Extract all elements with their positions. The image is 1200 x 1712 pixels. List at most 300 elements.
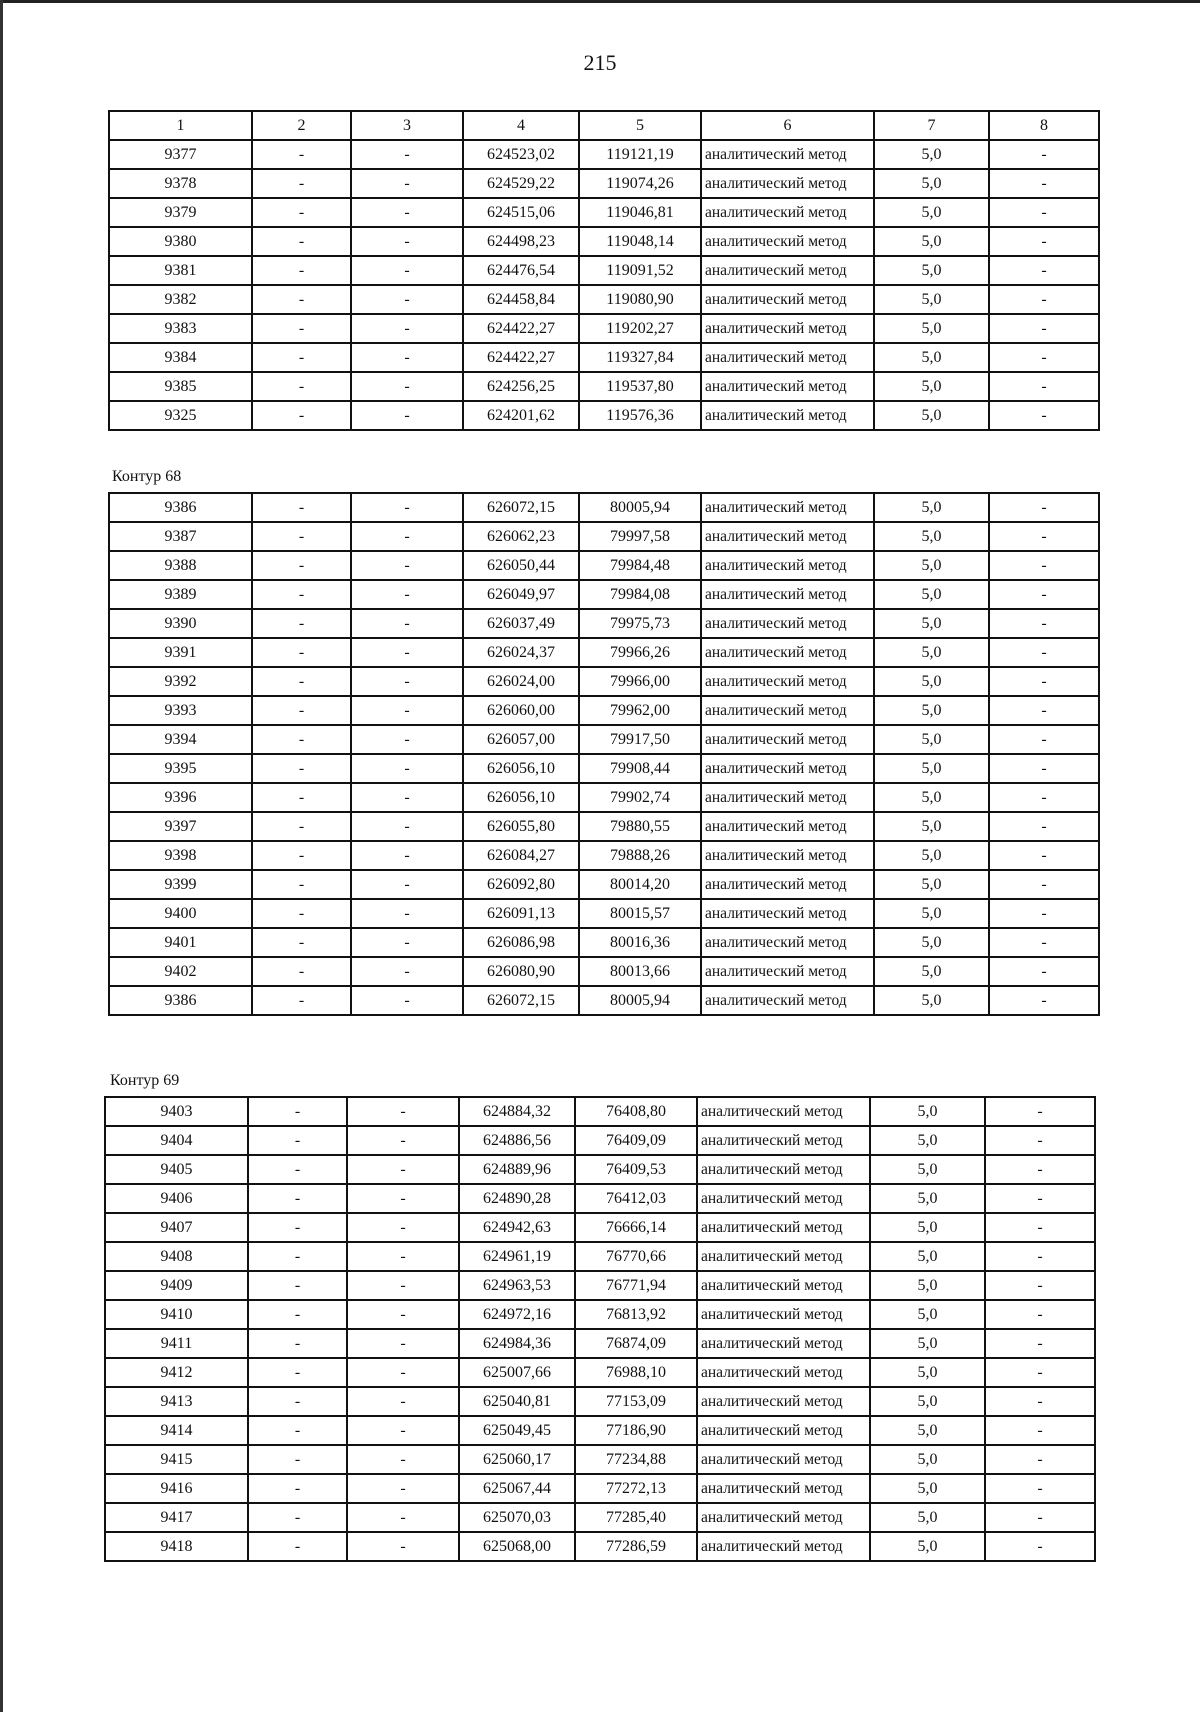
table-cell-col-5: 80015,57 xyxy=(579,899,701,928)
table-cell-col-3: - xyxy=(351,372,463,401)
table-cell-col-2: - xyxy=(248,1300,347,1329)
table-row xyxy=(109,754,1099,783)
table-cell-col-5: 77286,59 xyxy=(575,1532,697,1561)
table-cell-col-1: 9395 xyxy=(109,754,252,783)
table-cell-col-5: 119537,80 xyxy=(579,372,701,401)
table-cell-col-8: - xyxy=(985,1155,1095,1184)
table-cell-col-2: - xyxy=(252,725,351,754)
table-cell-col-8: - xyxy=(989,870,1099,899)
table-cell-col-5: 119576,36 xyxy=(579,401,701,430)
table-cell-col-8: - xyxy=(985,1271,1095,1300)
table-cell-col-2: - xyxy=(252,783,351,812)
header-cell-5: 5 xyxy=(579,111,701,140)
table-cell-col-7: 5,0 xyxy=(874,198,989,227)
table-cell-col-6: аналитический метод xyxy=(701,725,874,754)
table-cell-col-8: - xyxy=(989,696,1099,725)
table-cell-col-7: 5,0 xyxy=(874,783,989,812)
table-cell-col-4: 624422,27 xyxy=(463,314,579,343)
table-cell-col-2: - xyxy=(252,140,351,169)
table-cell-col-8: - xyxy=(989,609,1099,638)
table-cell-col-1: 9407 xyxy=(105,1213,248,1242)
table-cell-col-4: 624984,36 xyxy=(459,1329,575,1358)
header-cell-3: 3 xyxy=(351,111,463,140)
table-cell-col-3: - xyxy=(351,314,463,343)
table-cell-col-3: - xyxy=(347,1445,459,1474)
table-row xyxy=(109,928,1099,957)
table-row xyxy=(105,1271,1095,1300)
table-row xyxy=(109,609,1099,638)
table-cell-col-2: - xyxy=(248,1271,347,1300)
table-cell-col-3: - xyxy=(351,899,463,928)
table-cell-col-8: - xyxy=(985,1474,1095,1503)
table-cell-col-4: 624963,53 xyxy=(459,1271,575,1300)
table-cell-col-2: - xyxy=(248,1503,347,1532)
table-cell-col-2: - xyxy=(252,401,351,430)
table-cell-col-1: 9408 xyxy=(105,1242,248,1271)
table-cell-col-7: 5,0 xyxy=(874,256,989,285)
table-cell-col-3: - xyxy=(351,609,463,638)
table-cell-col-4: 626062,23 xyxy=(463,522,579,551)
section-label-contour-68: Контур 68 xyxy=(112,468,182,485)
table-cell-col-1: 9382 xyxy=(109,285,252,314)
table-cell-col-7: 5,0 xyxy=(870,1416,985,1445)
table-cell-col-5: 79997,58 xyxy=(579,522,701,551)
table-cell-col-7: 5,0 xyxy=(874,227,989,256)
table-cell-col-2: - xyxy=(248,1184,347,1213)
table-cell-col-1: 9385 xyxy=(109,372,252,401)
section-label-contour-69: Контур 69 xyxy=(110,1072,180,1089)
table-cell-col-8: - xyxy=(985,1532,1095,1561)
table-cell-col-1: 9394 xyxy=(109,725,252,754)
table-row xyxy=(105,1474,1095,1503)
table-cell-col-5: 119074,26 xyxy=(579,169,701,198)
table-cell-col-5: 119202,27 xyxy=(579,314,701,343)
table-cell-col-7: 5,0 xyxy=(870,1097,985,1126)
table-body xyxy=(105,1097,1095,1561)
table-cell-col-6: аналитический метод xyxy=(697,1358,870,1387)
table-cell-col-3: - xyxy=(347,1532,459,1561)
table-cell-col-1: 9414 xyxy=(105,1416,248,1445)
table-body xyxy=(109,493,1099,1015)
table-cell-col-6: аналитический метод xyxy=(701,841,874,870)
table-cell-col-5: 77153,09 xyxy=(575,1387,697,1416)
table-cell-col-8: - xyxy=(989,493,1099,522)
table-cell-col-8: - xyxy=(989,256,1099,285)
table-cell-col-6: аналитический метод xyxy=(701,256,874,285)
table-cell-col-3: - xyxy=(351,638,463,667)
table-cell-col-6: аналитический метод xyxy=(701,140,874,169)
table-cell-col-7: 5,0 xyxy=(870,1532,985,1561)
table-cell-col-1: 9391 xyxy=(109,638,252,667)
table-cell-col-1: 9417 xyxy=(105,1503,248,1532)
table-cell-col-6: аналитический метод xyxy=(697,1445,870,1474)
table-cell-col-1: 9401 xyxy=(109,928,252,957)
table-cell-col-6: аналитический метод xyxy=(697,1271,870,1300)
table-cell-col-7: 5,0 xyxy=(874,928,989,957)
table-cell-col-5: 76412,03 xyxy=(575,1184,697,1213)
table-cell-col-6: аналитический метод xyxy=(697,1126,870,1155)
table-cell-col-8: - xyxy=(989,227,1099,256)
table-row xyxy=(109,401,1099,430)
table-cell-col-8: - xyxy=(985,1387,1095,1416)
table-cell-col-6: аналитический метод xyxy=(697,1097,870,1126)
table-row xyxy=(109,256,1099,285)
table-cell-col-3: - xyxy=(347,1474,459,1503)
table-row xyxy=(105,1126,1095,1155)
table-cell-col-2: - xyxy=(252,870,351,899)
table-cell-col-5: 79880,55 xyxy=(579,812,701,841)
table-row xyxy=(109,285,1099,314)
table-cell-col-1: 9410 xyxy=(105,1300,248,1329)
table-cell-col-7: 5,0 xyxy=(874,754,989,783)
table-cell-col-5: 119091,52 xyxy=(579,256,701,285)
table-cell-col-5: 76408,80 xyxy=(575,1097,697,1126)
table-cell-col-1: 9387 xyxy=(109,522,252,551)
table-cell-col-3: - xyxy=(351,551,463,580)
table-cell-col-8: - xyxy=(989,783,1099,812)
table-cell-col-8: - xyxy=(989,169,1099,198)
scan-border-left xyxy=(0,0,3,1712)
table-cell-col-4: 624498,23 xyxy=(463,227,579,256)
table-cell-col-3: - xyxy=(347,1416,459,1445)
table-cell-col-5: 76988,10 xyxy=(575,1358,697,1387)
table-cell-col-5: 119048,14 xyxy=(579,227,701,256)
table-cell-col-5: 79984,48 xyxy=(579,551,701,580)
table-cell-col-2: - xyxy=(252,372,351,401)
table-cell-col-3: - xyxy=(351,928,463,957)
table-cell-col-3: - xyxy=(351,256,463,285)
table-cell-col-1: 9402 xyxy=(109,957,252,986)
table-cell-col-6: аналитический метод xyxy=(697,1387,870,1416)
table-cell-col-5: 80014,20 xyxy=(579,870,701,899)
table-cell-col-5: 76409,09 xyxy=(575,1126,697,1155)
table-row xyxy=(105,1387,1095,1416)
table-row xyxy=(105,1445,1095,1474)
table-cell-col-6: аналитический метод xyxy=(697,1213,870,1242)
table-cell-col-2: - xyxy=(252,696,351,725)
table-cell-col-8: - xyxy=(985,1358,1095,1387)
table-cell-col-2: - xyxy=(248,1126,347,1155)
table-cell-col-3: - xyxy=(351,169,463,198)
table-cell-col-4: 625067,44 xyxy=(459,1474,575,1503)
table-cell-col-6: аналитический метод xyxy=(701,638,874,667)
table-cell-col-2: - xyxy=(252,899,351,928)
header-row xyxy=(109,111,1099,140)
table-cell-col-6: аналитический метод xyxy=(701,522,874,551)
table-cell-col-7: 5,0 xyxy=(874,725,989,754)
table-row xyxy=(109,227,1099,256)
table-cell-col-7: 5,0 xyxy=(870,1300,985,1329)
header-cell-6: 6 xyxy=(701,111,874,140)
table-cell-col-8: - xyxy=(989,638,1099,667)
table-header xyxy=(109,111,1099,140)
table-row xyxy=(105,1358,1095,1387)
table-cell-col-3: - xyxy=(351,493,463,522)
table-cell-col-8: - xyxy=(989,198,1099,227)
table-cell-col-2: - xyxy=(252,256,351,285)
table-cell-col-2: - xyxy=(248,1445,347,1474)
table-cell-col-3: - xyxy=(351,140,463,169)
table-cell-col-1: 9404 xyxy=(105,1126,248,1155)
table-cell-col-5: 77285,40 xyxy=(575,1503,697,1532)
table-cell-col-6: аналитический метод xyxy=(701,696,874,725)
table-cell-col-7: 5,0 xyxy=(874,957,989,986)
table-cell-col-5: 76813,92 xyxy=(575,1300,697,1329)
table-cell-col-8: - xyxy=(989,372,1099,401)
table-cell-col-6: аналитический метод xyxy=(701,493,874,522)
table-cell-col-7: 5,0 xyxy=(870,1126,985,1155)
table-cell-col-1: 9409 xyxy=(105,1271,248,1300)
table-cell-col-6: аналитический метод xyxy=(697,1474,870,1503)
table-cell-col-7: 5,0 xyxy=(870,1213,985,1242)
table-row xyxy=(109,899,1099,928)
table-cell-col-7: 5,0 xyxy=(870,1387,985,1416)
table-cell-col-1: 9381 xyxy=(109,256,252,285)
table-cell-col-2: - xyxy=(252,754,351,783)
header-cell-8: 8 xyxy=(989,111,1099,140)
table-cell-col-2: - xyxy=(248,1358,347,1387)
table-cell-col-4: 624476,54 xyxy=(463,256,579,285)
table-cell-col-6: аналитический метод xyxy=(701,812,874,841)
table-cell-col-3: - xyxy=(351,401,463,430)
table-cell-col-5: 119327,84 xyxy=(579,343,701,372)
table-cell-col-5: 79962,00 xyxy=(579,696,701,725)
table-cell-col-3: - xyxy=(347,1242,459,1271)
table-cell-col-8: - xyxy=(989,754,1099,783)
table-body xyxy=(109,140,1099,430)
table-cell-col-4: 625040,81 xyxy=(459,1387,575,1416)
table-cell-col-6: аналитический метод xyxy=(701,928,874,957)
table-cell-col-1: 9397 xyxy=(109,812,252,841)
table-cell-col-2: - xyxy=(252,169,351,198)
table-cell-col-4: 625070,03 xyxy=(459,1503,575,1532)
table-cell-col-1: 9386 xyxy=(109,493,252,522)
table-cell-col-8: - xyxy=(985,1300,1095,1329)
table-cell-col-5: 79908,44 xyxy=(579,754,701,783)
table-cell-col-7: 5,0 xyxy=(870,1242,985,1271)
table-cell-col-7: 5,0 xyxy=(874,140,989,169)
table-cell-col-3: - xyxy=(347,1387,459,1416)
table-cell-col-4: 624515,06 xyxy=(463,198,579,227)
table-cell-col-7: 5,0 xyxy=(870,1184,985,1213)
table-cell-col-1: 9393 xyxy=(109,696,252,725)
table-cell-col-3: - xyxy=(351,667,463,696)
table-cell-col-4: 624256,25 xyxy=(463,372,579,401)
table-row xyxy=(109,870,1099,899)
table-cell-col-5: 79984,08 xyxy=(579,580,701,609)
header-cell-1: 1 xyxy=(109,111,252,140)
page-number: 215 xyxy=(583,50,617,75)
table-cell-col-4: 626024,00 xyxy=(463,667,579,696)
table-cell-col-5: 76409,53 xyxy=(575,1155,697,1184)
table-cell-col-5: 119080,90 xyxy=(579,285,701,314)
table-cell-col-4: 626072,15 xyxy=(463,493,579,522)
table-cell-col-2: - xyxy=(252,580,351,609)
table-cell-col-1: 9403 xyxy=(105,1097,248,1126)
table-cell-col-6: аналитический метод xyxy=(697,1329,870,1358)
table-cell-col-8: - xyxy=(989,928,1099,957)
table-row xyxy=(109,493,1099,522)
table-cell-col-5: 79966,00 xyxy=(579,667,701,696)
table-cell-col-6: аналитический метод xyxy=(697,1532,870,1561)
table-cell-col-1: 9389 xyxy=(109,580,252,609)
table-cell-col-8: - xyxy=(985,1445,1095,1474)
table-cell-col-8: - xyxy=(989,285,1099,314)
table-cell-col-2: - xyxy=(252,812,351,841)
table-cell-col-7: 5,0 xyxy=(874,841,989,870)
table-cell-col-7: 5,0 xyxy=(874,580,989,609)
table-cell-col-8: - xyxy=(989,667,1099,696)
table-cell-col-5: 79975,73 xyxy=(579,609,701,638)
table-cell-col-8: - xyxy=(985,1416,1095,1445)
table-row xyxy=(109,169,1099,198)
table-cell-col-1: 9396 xyxy=(109,783,252,812)
table-cell-col-4: 626080,90 xyxy=(463,957,579,986)
table-cell-col-5: 76771,94 xyxy=(575,1271,697,1300)
table-cell-col-6: аналитический метод xyxy=(701,198,874,227)
table-cell-col-1: 9384 xyxy=(109,343,252,372)
table-cell-col-3: - xyxy=(347,1184,459,1213)
table-cell-col-2: - xyxy=(252,343,351,372)
table-cell-col-8: - xyxy=(989,841,1099,870)
table-cell-col-2: - xyxy=(252,957,351,986)
table-cell-col-4: 624890,28 xyxy=(459,1184,575,1213)
table-cell-col-5: 76770,66 xyxy=(575,1242,697,1271)
table-cell-col-6: аналитический метод xyxy=(701,609,874,638)
table-cell-col-3: - xyxy=(351,285,463,314)
table-cell-col-7: 5,0 xyxy=(874,812,989,841)
table-cell-col-7: 5,0 xyxy=(874,696,989,725)
table-cell-col-5: 80016,36 xyxy=(579,928,701,957)
table-cell-col-8: - xyxy=(989,725,1099,754)
table-cell-col-4: 626072,15 xyxy=(463,986,579,1015)
table-cell-col-3: - xyxy=(347,1300,459,1329)
table-cell-col-7: 5,0 xyxy=(874,522,989,551)
table-cell-col-4: 624422,27 xyxy=(463,343,579,372)
table-cell-col-5: 119121,19 xyxy=(579,140,701,169)
table-cell-col-6: аналитический метод xyxy=(697,1184,870,1213)
table-cell-col-1: 9412 xyxy=(105,1358,248,1387)
table-cell-col-2: - xyxy=(252,928,351,957)
table-cell-col-4: 625060,17 xyxy=(459,1445,575,1474)
table-cell-col-7: 5,0 xyxy=(870,1503,985,1532)
table-row xyxy=(105,1213,1095,1242)
table-cell-col-4: 624889,96 xyxy=(459,1155,575,1184)
table-cell-col-2: - xyxy=(248,1474,347,1503)
table-cell-col-3: - xyxy=(347,1271,459,1300)
table-cell-col-6: аналитический метод xyxy=(701,401,874,430)
table-cell-col-4: 625007,66 xyxy=(459,1358,575,1387)
table-cell-col-7: 5,0 xyxy=(870,1474,985,1503)
table-cell-col-3: - xyxy=(351,227,463,256)
table-cell-col-3: - xyxy=(351,841,463,870)
table-cell-col-6: аналитический метод xyxy=(697,1242,870,1271)
table-cell-col-1: 9405 xyxy=(105,1155,248,1184)
table-row xyxy=(109,986,1099,1015)
table-cell-col-6: аналитический метод xyxy=(701,285,874,314)
table-cell-col-3: - xyxy=(347,1126,459,1155)
table-cell-col-2: - xyxy=(252,986,351,1015)
table-cell-col-2: - xyxy=(252,609,351,638)
table-cell-col-5: 80005,94 xyxy=(579,986,701,1015)
table-row xyxy=(105,1155,1095,1184)
table-cell-col-1: 9416 xyxy=(105,1474,248,1503)
table-row xyxy=(105,1242,1095,1271)
table-cell-col-2: - xyxy=(248,1329,347,1358)
table-row xyxy=(105,1097,1095,1126)
table-cell-col-8: - xyxy=(989,522,1099,551)
table-cell-col-1: 9406 xyxy=(105,1184,248,1213)
table-cell-col-3: - xyxy=(347,1503,459,1532)
table-cell-col-4: 626057,00 xyxy=(463,725,579,754)
table-row xyxy=(109,522,1099,551)
table-cell-col-3: - xyxy=(347,1213,459,1242)
table-row xyxy=(109,314,1099,343)
table-cell-col-6: аналитический метод xyxy=(701,343,874,372)
table-cell-col-6: аналитический метод xyxy=(701,227,874,256)
table-cell-col-8: - xyxy=(989,401,1099,430)
table-cell-col-8: - xyxy=(989,899,1099,928)
table-cell-col-3: - xyxy=(351,580,463,609)
table-cell-col-8: - xyxy=(985,1097,1095,1126)
table-cell-col-4: 626055,80 xyxy=(463,812,579,841)
table-cell-col-6: аналитический метод xyxy=(701,372,874,401)
table-cell-col-1: 9398 xyxy=(109,841,252,870)
table-cell-col-2: - xyxy=(252,314,351,343)
table-cell-col-7: 5,0 xyxy=(874,401,989,430)
table-cell-col-7: 5,0 xyxy=(874,493,989,522)
table-cell-col-8: - xyxy=(989,140,1099,169)
table-row xyxy=(105,1184,1095,1213)
table-cell-col-3: - xyxy=(351,870,463,899)
table-cell-col-6: аналитический метод xyxy=(701,870,874,899)
table-cell-col-1: 9325 xyxy=(109,401,252,430)
table-cell-col-8: - xyxy=(989,580,1099,609)
table-cell-col-1: 9386 xyxy=(109,986,252,1015)
table-cell-col-7: 5,0 xyxy=(874,870,989,899)
table-row xyxy=(109,551,1099,580)
table-cell-col-4: 626084,27 xyxy=(463,841,579,870)
table-cell-col-4: 624972,16 xyxy=(459,1300,575,1329)
table-cell-col-2: - xyxy=(252,522,351,551)
table-cell-col-4: 626037,49 xyxy=(463,609,579,638)
table-cell-col-2: - xyxy=(248,1155,347,1184)
table-cell-col-3: - xyxy=(351,343,463,372)
table-cell-col-7: 5,0 xyxy=(874,609,989,638)
table-row xyxy=(109,638,1099,667)
table-cell-col-3: - xyxy=(351,986,463,1015)
table-cell-col-4: 625049,45 xyxy=(459,1416,575,1445)
table-cell-col-6: аналитический метод xyxy=(701,986,874,1015)
table-cell-col-6: аналитический метод xyxy=(697,1416,870,1445)
table-cell-col-4: 626086,98 xyxy=(463,928,579,957)
table-row xyxy=(105,1329,1095,1358)
table-cell-col-7: 5,0 xyxy=(870,1358,985,1387)
table-row xyxy=(109,812,1099,841)
table-cell-col-4: 626049,97 xyxy=(463,580,579,609)
table-cell-col-3: - xyxy=(347,1329,459,1358)
table-cell-col-3: - xyxy=(347,1358,459,1387)
table-cell-col-1: 9415 xyxy=(105,1445,248,1474)
table-cell-col-4: 625068,00 xyxy=(459,1532,575,1561)
table-cell-col-1: 9418 xyxy=(105,1532,248,1561)
table-cell-col-1: 9379 xyxy=(109,198,252,227)
table-cell-col-2: - xyxy=(252,198,351,227)
table-cell-col-8: - xyxy=(989,343,1099,372)
table-cell-col-7: 5,0 xyxy=(870,1445,985,1474)
table-cell-col-4: 624886,56 xyxy=(459,1126,575,1155)
table-row xyxy=(105,1532,1095,1561)
